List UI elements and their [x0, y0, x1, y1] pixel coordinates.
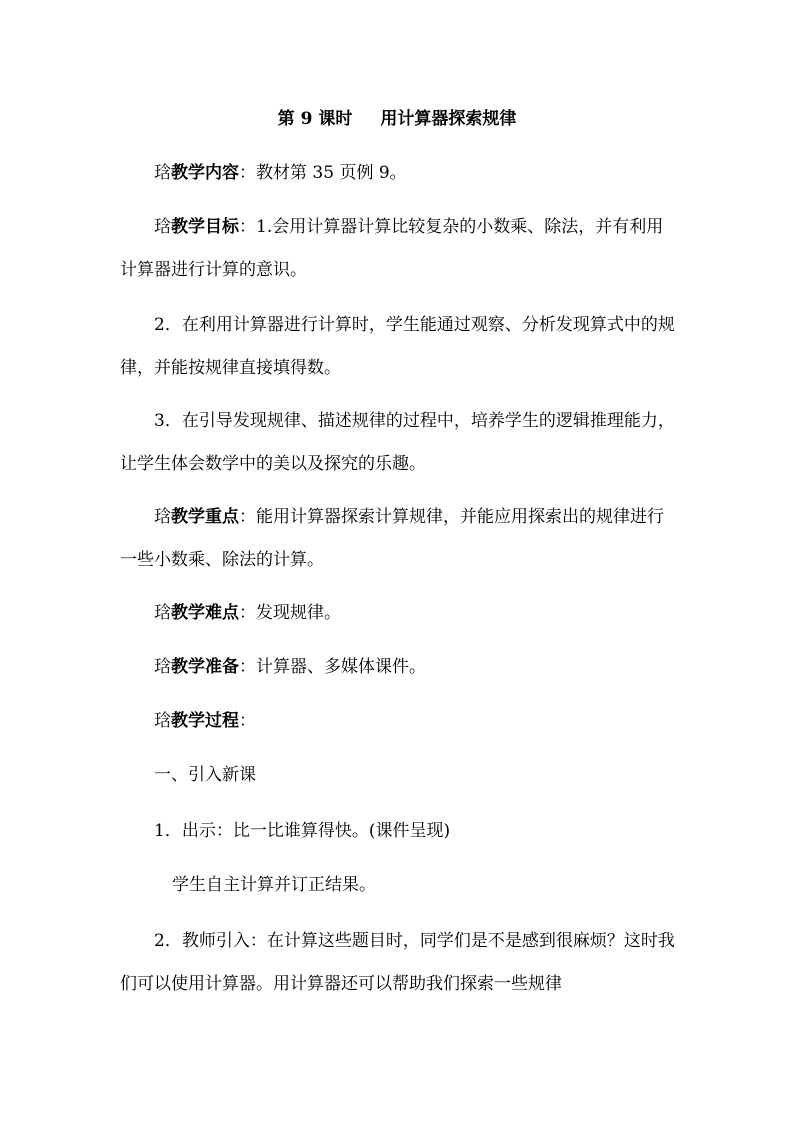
teaching-content-text: ：教材第 35 页例 9。: [239, 163, 407, 183]
step-1: 1．出示：比一比谁算得快。(课件呈现): [154, 821, 451, 841]
bullet-marker: 琀: [154, 657, 171, 677]
teaching-goals-label: 教学目标: [171, 217, 239, 237]
lesson-title: [0, 104, 794, 129]
lesson-number: 第 9 课时: [277, 109, 353, 129]
teaching-content-label: 教学内容: [171, 163, 239, 183]
teaching-key-point: [120, 496, 676, 582]
teaching-difficulty-text: ：发现规律。: [239, 603, 341, 623]
bullet-marker: 琀: [154, 217, 171, 237]
teaching-process-text: ：: [239, 711, 256, 731]
teaching-content: [120, 152, 676, 195]
step-1-note: 学生自主计算并订正结果。: [172, 875, 376, 895]
teaching-goals-text: ：1.会用计算器计算比较复杂的小数乘、除法，并有利用计算器进行计算的意识。: [120, 217, 664, 280]
step-2: 2．教师引入：在计算这些题目时，同学们是不是感到很麻烦？这时我们可以使用计算器。用计算器还可以帮助我们探索一些规律: [120, 931, 675, 994]
teaching-goal-2: 2．在利用计算器进行计算时，学生能通过观察、分析发现算式中的规律，并能按规律直接填得数。: [120, 315, 675, 378]
teaching-process: [120, 700, 676, 743]
teaching-key-point-text: ：能用计算器探索计算规律，并能应用探索出的规律进行一些小数乘、除法的计算。: [120, 507, 664, 570]
lesson-topic: 用计算器探索规律: [380, 109, 517, 129]
teaching-goal-3: 3．在引导发现规律、描述规律的过程中，培养学生的逻辑推理能力，让学生体会数学中的美以及探究的乐趣。: [120, 411, 675, 474]
teaching-difficulty-label: 教学难点: [171, 603, 239, 623]
bullet-marker: 琀: [154, 711, 171, 731]
section-heading-1: 一、引入新课: [154, 765, 256, 785]
teaching-key-point-label: 教学重点: [171, 507, 239, 527]
teaching-preparation: [120, 646, 676, 689]
teaching-process-label: 教学过程: [171, 711, 239, 731]
teaching-goals: [120, 206, 676, 292]
teaching-preparation-label: 教学准备: [171, 657, 239, 677]
bullet-marker: 琀: [154, 603, 171, 623]
bullet-marker: 琀: [154, 163, 171, 183]
teaching-difficulty: [120, 592, 676, 635]
teaching-preparation-text: ：计算器、多媒体课件。: [239, 657, 426, 677]
bullet-marker: 琀: [154, 507, 171, 527]
